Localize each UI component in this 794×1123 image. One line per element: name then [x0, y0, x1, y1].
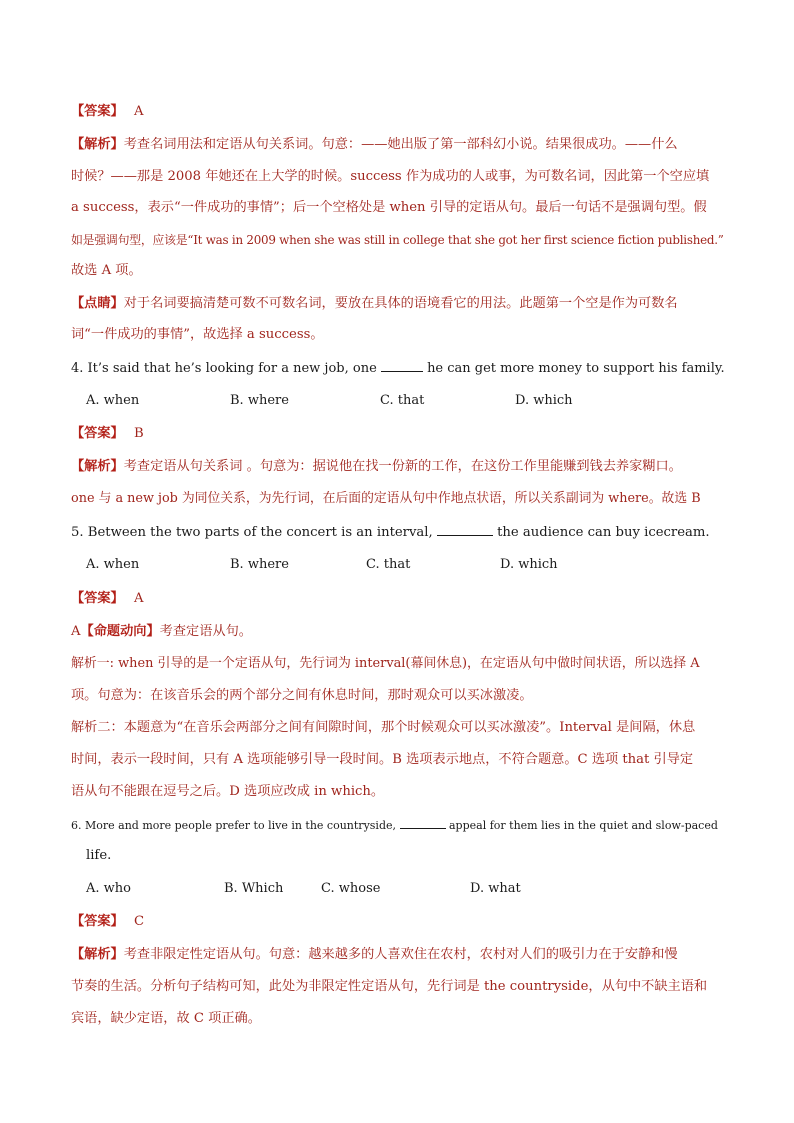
q3-point-line-1: 【点睛】对于名词要搞清楚可数不可数名词，要放在具体的语境看它的用法。此题第一个空是作为可数名 [71, 296, 678, 311]
q6-option-d: D. what [470, 881, 521, 896]
q3-analysis-line-3: a success，表示“一件成功的事情”；后一个空格处是 when 引导的定语从句。最后一句话不是强调句型。假 [71, 200, 707, 215]
q6-option-a: A. who [86, 881, 131, 896]
q4-analysis-line-2: one 与 a new job 为同位关系，为先行词，在后面的定语从句中作地点状语，所以关系副词为 where。故选 B [71, 491, 701, 506]
answer-tag: 【答案】 [71, 426, 124, 441]
answer-tag: 【答案】 [71, 104, 124, 119]
q6-option-b: B. Which [224, 881, 284, 896]
analysis-tag: 【解析】 [71, 137, 124, 152]
answer-blank [381, 359, 423, 372]
q3-point-line-2: 词“一件成功的事情”，故选择 a success。 [71, 327, 324, 342]
q6-analysis-line-3: 宾语，缺少定语，故 C 项正确。 [71, 1011, 261, 1026]
q5-option-d: D. which [500, 557, 558, 572]
answer-blank [437, 523, 493, 536]
q5-direction: A【命题动向】考查定语从句。 [71, 624, 252, 639]
q3-analysis-line-1: 【解析】考查名词用法和定语从句关系词。句意：——她出版了第一部科幻小说。结果很成功。——什么 [71, 137, 678, 152]
analysis-tag: 【解析】 [71, 459, 124, 474]
q4-answer [71, 425, 724, 443]
q5-analysis2-line-3: 语从句不能跟在逗号之后。D 选项应改成 in which。 [71, 784, 385, 799]
q6-answer [71, 913, 724, 931]
q4-stem: 4. It’s said that he’s looking for a new job, one he can get more money to support his family. [71, 361, 725, 376]
q4-option-d: D. which [515, 393, 573, 408]
q3-analysis-line-2: 时候？——那是 2008 年她还在上大学的时候。success 作为成功的人或事，为可数名词，因此第一个空应填 [71, 169, 710, 184]
point-tag: 【点睛】 [71, 296, 124, 311]
q5-analysis1-line-1: 解析一: when 引导的是一个定语从句，先行词为 interval(幕间休息)，在定语从句中做时间状语，所以选择 A [71, 656, 700, 671]
q5-analysis2-line-1: 解析二：本题意为“在音乐会两部分之间有间隙时间，那个时候观众可以买冰激凌”。Interval 是间隔，休息 [71, 720, 696, 735]
q4-option-b: B. where [230, 393, 289, 408]
q5-option-a: A. when [86, 557, 140, 572]
answer-value: B [133, 426, 144, 441]
q6-analysis-line-2: 节奏的生活。分析句子结构可知，此处为非限定性定语从句，先行词是 the countryside，从句中不缺主语和 [71, 979, 708, 994]
q4-option-c: C. that [380, 393, 425, 408]
direction-tag: 【命题动向】 [80, 624, 160, 639]
answer-tag: 【答案】 [71, 591, 124, 606]
q5-option-c: C. that [366, 557, 411, 572]
q6-stem: 6. More and more people prefer to live in the countryside, appeal for them lies in the quiet and slow-paced [71, 816, 724, 835]
answer-tag: 【答案】 [71, 914, 124, 929]
q4-analysis-line-1: 【解析】考查定语从句关系词 。句意为：据说他在找一份新的工作，在这份工作里能赚到钱去养家糊口。 [71, 459, 682, 474]
q4-option-a: A. when [86, 393, 140, 408]
q3-analysis-line-5: 故选 A 项。 [71, 263, 142, 278]
answer-blank [400, 816, 446, 829]
q6-stem-continued: life. [86, 848, 112, 863]
analysis-tag: 【解析】 [71, 947, 124, 962]
q5-stem: 5. Between the two parts of the concert is an interval, the audience can buy icecream. [71, 525, 710, 540]
q6-analysis-line-1: 【解析】考查非限定性定语从句。句意：越来越多的人喜欢住在农村，农村对人们的吸引力在于安静和慢 [71, 947, 678, 962]
q3-answer [71, 103, 724, 121]
q3-analysis-line-4: 如是强调句型，应该是“It was in 2009 when she was still in college that she got her first science fiction published.” [71, 233, 724, 247]
q5-answer [71, 590, 724, 608]
answer-value: A [133, 591, 144, 606]
q5-option-b: B. where [230, 557, 289, 572]
q5-analysis1-line-2: 项。句意为：在该音乐会的两个部分之间有休息时间，那时观众可以买冰激凌。 [71, 688, 533, 703]
q5-analysis2-line-2: 时间，表示一段时间，只有 A 选项能够引导一段时间。B 选项表示地点，不符合题意。C 选项 that 引导定 [71, 752, 694, 767]
answer-value: C [133, 914, 145, 929]
answer-value: A [133, 104, 144, 119]
q6-option-c: C. whose [321, 881, 381, 896]
